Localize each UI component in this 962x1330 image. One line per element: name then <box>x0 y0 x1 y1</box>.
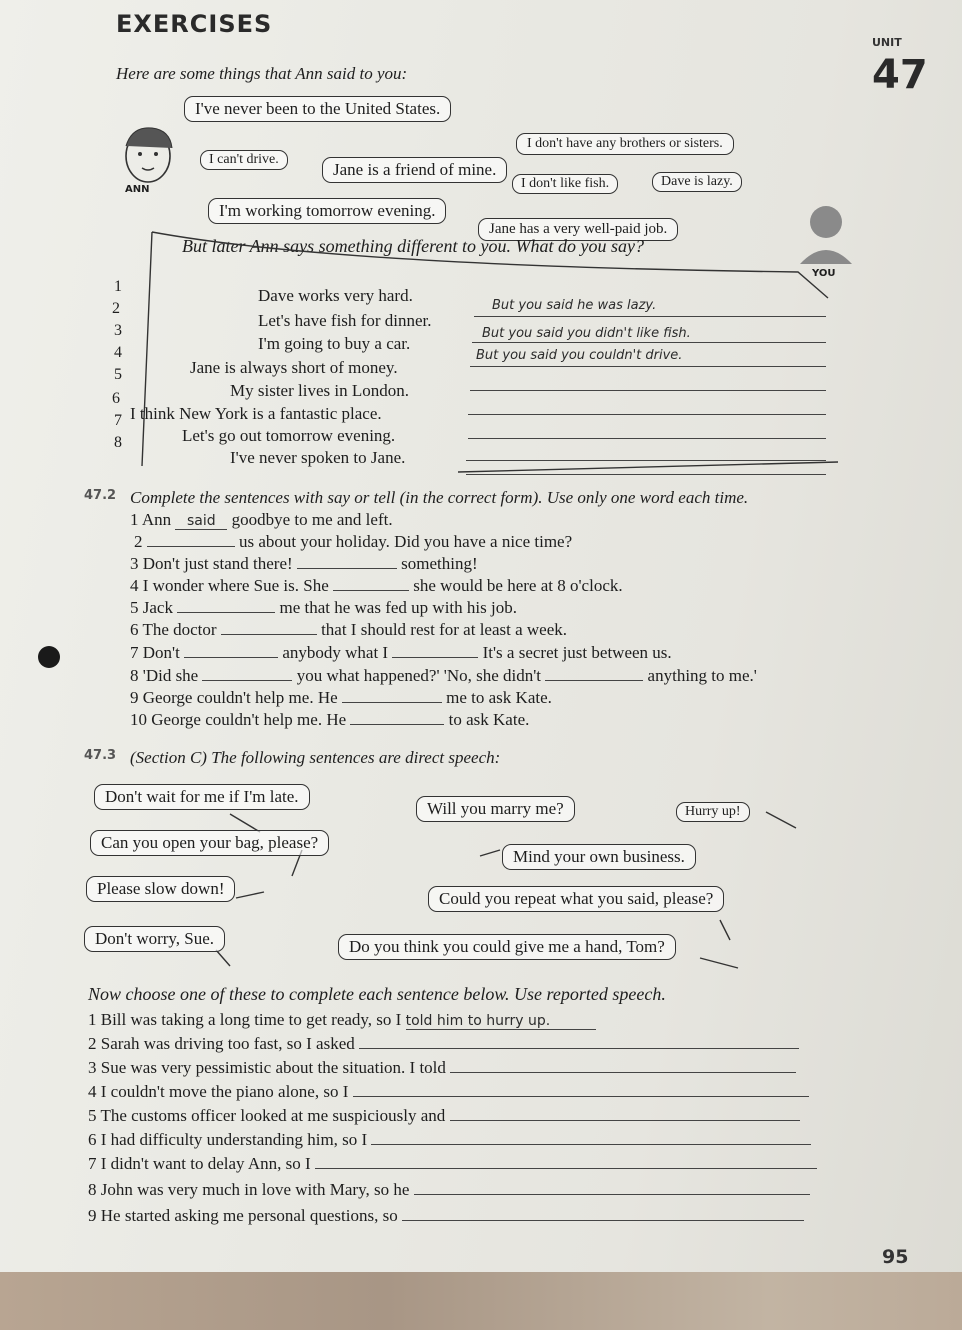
ex2-text-a: Don't just stand there! <box>142 554 293 573</box>
ex3-item-8 <box>88 1180 810 1200</box>
direct-speech-bubble-5: Mind your own business. <box>502 844 696 870</box>
ex2-text-b: me that he was fed up with his job. <box>279 598 517 617</box>
ex3-instruction: Now choose one of these to complete each sentence below. Use reported speech. <box>88 984 666 1004</box>
ex2-text-b: something! <box>401 554 478 573</box>
ex3-text: I didn't want to delay Ann, so I <box>100 1154 311 1173</box>
ex2-text-a: Jack <box>142 598 173 617</box>
ex1-prompt: But later Ann says something different to you. What do you say? <box>182 236 644 256</box>
ex3-answer[interactable] <box>450 1120 800 1121</box>
ex3-item-4 <box>88 1082 809 1102</box>
ann-bubble-2: I don't have any brothers or sisters. <box>516 133 734 155</box>
ex3-heading: (Section C) The following sentences are direct speech: <box>130 748 501 767</box>
ex1-statement-2: Let's have fish for dinner. <box>258 311 432 330</box>
ex2-item-8 <box>130 666 757 686</box>
ex1-num-5: 5 <box>114 366 122 383</box>
ex3-item-3 <box>88 1058 796 1078</box>
ex2-blank[interactable] <box>177 612 275 613</box>
ex1-num-2: 2 <box>112 300 120 317</box>
ex3-answer[interactable] <box>353 1096 809 1097</box>
ex2-text-b: she would be here at 8 o'clock. <box>413 576 623 595</box>
ex2-text-b: anybody what I <box>282 643 389 662</box>
ann-bubble-1: I've never been to the United States. <box>184 96 451 122</box>
ex3-num: 8 <box>88 1180 97 1199</box>
ex3-num: 4 <box>88 1082 97 1101</box>
ex3-item-9 <box>88 1206 804 1226</box>
ex2-blank[interactable] <box>297 568 397 569</box>
ex2-num: 6 <box>130 620 139 639</box>
ex2-num: 7 <box>130 643 139 662</box>
ex1-statement-6: I think New York is a fantastic place. <box>130 404 382 423</box>
ex3-num: 6 <box>88 1130 97 1149</box>
ann-face-icon <box>112 122 182 192</box>
ex2-item-3 <box>130 554 478 574</box>
ex1-line-5 <box>468 414 826 415</box>
ex2-num: 1 <box>130 510 139 529</box>
ex2-num: 9 <box>130 688 139 707</box>
ex1-statement-3: I'm going to buy a car. <box>258 334 411 353</box>
ex2-num: 3 <box>130 554 139 573</box>
ex3-text: I couldn't move the piano alone, so I <box>100 1082 349 1101</box>
direct-speech-bubble-8: Don't worry, Sue. <box>84 926 225 952</box>
ex3-text: I had difficulty understanding him, so I <box>100 1130 368 1149</box>
ex2-blank[interactable] <box>350 724 444 725</box>
ex3-item-2 <box>88 1034 799 1054</box>
ex2-blank-2[interactable] <box>545 680 643 681</box>
ex1-statement-7: Let's go out tomorrow evening. <box>182 426 396 445</box>
ex3-item-7 <box>88 1154 817 1174</box>
ex1-num-1: 1 <box>114 278 122 295</box>
ex3-num: 1 <box>88 1010 97 1029</box>
ex2-tag: 47.2 <box>84 488 117 503</box>
ex3-answer[interactable]: told him to hurry up. <box>406 1013 596 1030</box>
ann-label: ANN <box>125 184 150 195</box>
direct-speech-bubble-1: Don't wait for me if I'm late. <box>94 784 310 810</box>
ex2-item-2 <box>134 532 572 552</box>
ex2-blank[interactable] <box>202 680 292 681</box>
ann-bubble-5: I don't like fish. <box>512 174 618 194</box>
ex2-blank[interactable] <box>147 546 235 547</box>
ex3-text: The customs officer looked at me suspiciously and <box>100 1106 446 1125</box>
ex3-num: 5 <box>88 1106 97 1125</box>
ex3-text: Sarah was driving too fast, so I asked <box>100 1034 355 1053</box>
ex3-item-6 <box>88 1130 811 1150</box>
ex3-num: 9 <box>88 1206 97 1225</box>
ex2-text-b: me to ask Kate. <box>446 688 552 707</box>
ex3-text: Sue was very pessimistic about the situation. I told <box>100 1058 446 1077</box>
ex1-num-3: 3 <box>114 322 122 339</box>
ann-bubble-6: Dave is lazy. <box>652 172 742 192</box>
page-title: EXERCISES <box>116 10 273 38</box>
ex2-text-b: goodbye to me and left. <box>231 510 393 529</box>
ann-bubble-7: I'm working tomorrow evening. <box>208 198 446 224</box>
ex1-answer-3[interactable]: But you said you couldn't drive. <box>476 348 683 363</box>
ex2-blank[interactable] <box>333 590 409 591</box>
ex2-item-4 <box>130 576 623 596</box>
ex1-line-4 <box>470 390 826 391</box>
ex1-line-6 <box>468 438 826 439</box>
ex3-answer[interactable] <box>402 1220 804 1221</box>
ex2-text-a: Don't <box>142 643 180 662</box>
ex3-text: John was very much in love with Mary, so he <box>100 1180 410 1199</box>
ex2-text-a: The doctor <box>142 620 217 639</box>
ex2-text-a: George couldn't help me. He <box>151 710 347 729</box>
ex2-blank[interactable] <box>221 634 317 635</box>
ex2-num: 8 <box>130 666 139 685</box>
ex2-text-b: to ask Kate. <box>448 710 530 729</box>
ex1-statement-1: Dave works very hard. <box>258 286 413 305</box>
ex1-num-8: 8 <box>114 434 122 451</box>
ex2-blank[interactable] <box>184 657 278 658</box>
ex2-text-a: 'Did she <box>142 666 199 685</box>
direct-speech-bubble-4: Can you open your bag, please? <box>90 830 329 856</box>
ex2-item-9 <box>130 688 552 708</box>
ann-bubble-8: Jane has a very well-paid job. <box>478 218 678 241</box>
direct-speech-bubble-6: Please slow down! <box>86 876 235 902</box>
ex1-num-7: 7 <box>114 412 122 429</box>
ex1-answer-1[interactable]: But you said he was lazy. <box>492 298 657 313</box>
ex2-blank[interactable]: said <box>175 513 227 530</box>
ex3-num: 2 <box>88 1034 97 1053</box>
ex1-line-3 <box>470 366 826 367</box>
ex2-item-10 <box>130 710 529 730</box>
direct-speech-bubble-2: Will you marry me? <box>416 796 575 822</box>
ex2-num: 2 <box>134 532 143 551</box>
ex2-text-b: that I should rest for at least a week. <box>321 620 568 639</box>
ex2-text-b: us about your holiday. Did you have a nice time? <box>239 532 573 551</box>
ex1-answer-2[interactable]: But you said you didn't like fish. <box>482 326 691 341</box>
ex3-answer[interactable] <box>414 1194 810 1195</box>
margin-dot-icon <box>38 646 60 668</box>
ex2-item-5 <box>130 598 517 618</box>
ex2-item-7 <box>130 643 672 663</box>
unit-number: 47 <box>872 52 928 98</box>
ex1-intro: Here are some things that Ann said to you: <box>116 64 408 83</box>
ex2-text-a: I wonder where Sue is. She <box>142 576 329 595</box>
ex3-tag: 47.3 <box>84 748 117 763</box>
ex2-text-a: George couldn't help me. He <box>142 688 338 707</box>
ex2-text-b: you what happened?' 'No, she didn't <box>296 666 542 685</box>
ex1-statement-4: Jane is always short of money. <box>190 358 398 377</box>
unit-label: UNIT <box>872 36 902 49</box>
photo-background-band <box>0 1272 962 1330</box>
ex1-line-7 <box>466 460 826 461</box>
ex2-text-c: anything to me.' <box>647 666 757 685</box>
ex2-blank[interactable] <box>342 702 442 703</box>
ex3-text: Bill was taking a long time to get ready, so I <box>100 1010 402 1029</box>
ex1-num-4: 4 <box>114 344 122 361</box>
ex3-answer[interactable] <box>359 1048 799 1049</box>
ex2-num: 4 <box>130 576 139 595</box>
ex2-num: 10 <box>130 710 147 729</box>
ex2-num: 5 <box>130 598 139 617</box>
direct-speech-bubble-7: Could you repeat what you said, please? <box>428 886 724 912</box>
ann-bubble-4: Jane is a friend of mine. <box>322 157 507 183</box>
ex1-line-1 <box>474 316 826 317</box>
ex3-answer[interactable] <box>450 1072 796 1073</box>
direct-speech-bubble-9: Do you think you could give me a hand, Tom? <box>338 934 676 960</box>
ex2-instruction: Complete the sentences with say or tell (in the correct form). Use only one word each time. <box>130 488 749 507</box>
ex1-num-6: 6 <box>112 390 120 407</box>
ex3-item-1 <box>88 1010 596 1030</box>
ex3-num: 3 <box>88 1058 97 1077</box>
ex1-line-8 <box>466 474 826 475</box>
ex3-answer[interactable] <box>315 1168 817 1169</box>
ex3-num: 7 <box>88 1154 97 1173</box>
ex2-text-c: It's a secret just between us. <box>482 643 672 662</box>
ex2-text-a: Ann <box>141 510 172 529</box>
page-number: 95 <box>882 1246 909 1268</box>
ex2-blank-2[interactable] <box>392 657 478 658</box>
you-label: YOU <box>812 268 836 279</box>
direct-speech-bubble-3: Hurry up! <box>676 802 750 822</box>
ex1-statement-8: I've never spoken to Jane. <box>230 448 406 467</box>
ex2-item-1 <box>130 510 393 530</box>
ex1-line-2 <box>472 342 826 343</box>
ex3-answer[interactable] <box>371 1144 811 1145</box>
ann-bubble-3: I can't drive. <box>200 150 288 170</box>
ex1-statement-5: My sister lives in London. <box>230 381 409 400</box>
ex3-item-5 <box>88 1106 800 1126</box>
ex3-text: He started asking me personal questions, so <box>100 1206 398 1225</box>
ex2-item-6 <box>130 620 567 640</box>
